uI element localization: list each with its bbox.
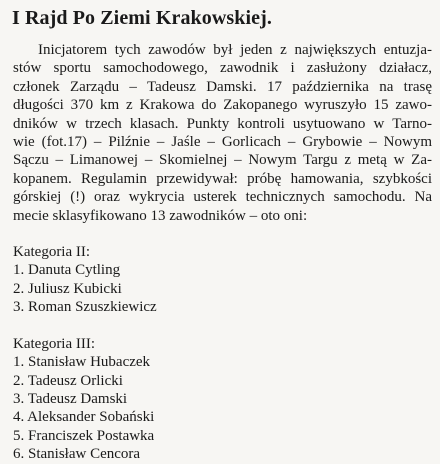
intro-line: mecie sklasyfikowano 13 zawodników – oto oni:: [13, 207, 308, 224]
intro-line: członek Zarządu – Tadeusz Damski. 17 października na trasę: [13, 78, 432, 95]
list-item: 1. Stanisław Hubaczek: [13, 354, 151, 371]
category-heading: Kategoria III:: [13, 335, 96, 352]
list-item: 4. Aleksander Sobański: [13, 409, 155, 426]
list-item: 3. Tadeusz Damski: [13, 390, 128, 407]
intro-line: Sączu – Limanowej – Skomielnej – Nowym Targu z metą w Za-: [13, 152, 432, 169]
category-heading: Kategoria II:: [13, 244, 91, 261]
article-title: I Rajd Po Ziemi Krakowskiej.: [12, 7, 273, 29]
intro-line: wie (fot.17) – Pilźnie – Jaśle – Gorlicach – Grybowie – Nowym: [13, 134, 432, 151]
category-iii-results-list: [13, 353, 432, 463]
intro-line: górskiej (!) oraz wykrycia usterek technicznych samochodu. Na: [13, 189, 432, 206]
list-item: 3. Roman Szuszkiewicz: [13, 299, 157, 316]
category-iii-section: [13, 335, 432, 464]
list-item: 1. Danuta Cytling: [13, 262, 121, 279]
intro-line: dników w trzech klasach. Punkty kontroli usytuowano w Tarno-: [13, 115, 432, 132]
list-item: 2. Tadeusz Orlicki: [13, 372, 123, 389]
list-item: 2. Juliusz Kubicki: [13, 280, 122, 297]
category-ii-results-list: [13, 261, 432, 316]
intro-line: Inicjatorem tych zawodów był jeden z największych entuzja-: [38, 42, 432, 58]
intro-line: długości 370 km z Krakowa do Zakopanego wyruszyło 15 zawo-: [13, 97, 432, 114]
list-item: 5. Franciszek Postawka: [13, 427, 155, 444]
list-item: 6. Stanisław Cencora: [13, 446, 141, 463]
intro-line: kopanem. Regulamin przewidywał: próbę hamowania, szybkości: [13, 170, 432, 187]
intro-line: stów sportu samochodowego, zawodnik i zasłużony działacz,: [13, 60, 432, 77]
intro-paragraph: [13, 41, 432, 225]
category-ii-section: [13, 243, 432, 317]
